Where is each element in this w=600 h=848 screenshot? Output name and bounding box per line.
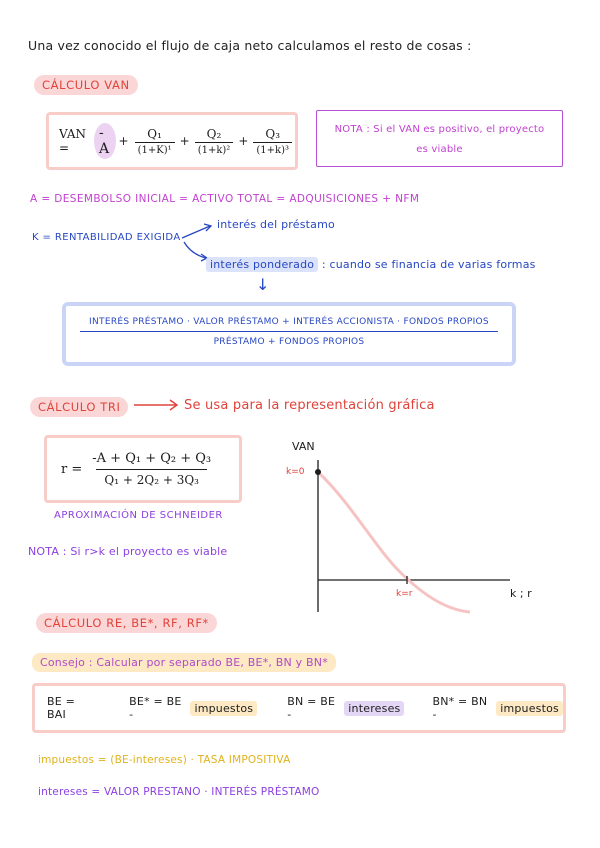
formula-numerator: INTERÉS PRÉSTAMO · VALOR PRÉSTAMO + INTERÉS ACCIONISTA · FONDOS PROPIOS bbox=[89, 317, 489, 327]
k-zero-point bbox=[315, 469, 321, 475]
van-heading bbox=[34, 74, 138, 93]
tri-formula-box bbox=[44, 435, 242, 503]
re-heading-label: CÁLCULO RE, BE*, RF, RF* bbox=[36, 613, 217, 633]
van-term-2 bbox=[195, 127, 234, 156]
fraction-line bbox=[80, 331, 498, 332]
intro-text: Una vez conocido el flujo de caja neto calculamos el resto de cosas : bbox=[28, 38, 472, 53]
bn-prefix: BN = BE - bbox=[287, 695, 336, 721]
bn-intereses: intereses bbox=[344, 701, 404, 716]
van-graph bbox=[280, 432, 540, 622]
van-term-3-den: (1+k)³ bbox=[253, 142, 292, 156]
van-formula-box bbox=[46, 112, 298, 170]
van-term-1-num: Q₁ bbox=[147, 126, 162, 141]
van-nota-box bbox=[316, 110, 563, 167]
formula-denominator: PRÉSTAMO + FONDOS PROPIOS bbox=[213, 337, 365, 347]
k-arrows bbox=[180, 218, 216, 262]
van-term-1 bbox=[135, 127, 175, 156]
arrow-down-icon: ↓ bbox=[256, 275, 270, 294]
tri-description: Se usa para la representación gráfica bbox=[184, 398, 435, 413]
consejo bbox=[32, 651, 336, 670]
van-nota-line-1: NOTA : Si el VAN es positivo, el proyecto bbox=[334, 124, 545, 135]
tri-heading-label: CÁLCULO TRI bbox=[30, 397, 128, 417]
tri-numerator: -A + Q₁ + Q₂ + Q₃ bbox=[92, 451, 212, 466]
interes-ponderado-row bbox=[206, 258, 536, 271]
van-lhs: VAN = bbox=[59, 127, 87, 155]
re-heading bbox=[36, 612, 217, 631]
impuestos-definition: impuestos = (BE-intereses) · TASA IMPOSITIVA bbox=[38, 754, 291, 766]
van-formula bbox=[49, 115, 295, 167]
consejo-text: Consejo : Calcular por separado BE, BE*, BN y BN* bbox=[32, 653, 336, 672]
graph-x-label: k ; r bbox=[510, 587, 532, 600]
tri-nota: NOTA : Si r>k el proyecto es viable bbox=[28, 545, 228, 558]
van-minus-a: -A bbox=[94, 123, 116, 159]
van-term-2-num: Q₂ bbox=[206, 126, 222, 141]
be-star-prefix: BE* = BE - bbox=[129, 695, 182, 721]
be-star-impuestos: impuestos bbox=[190, 701, 257, 716]
intereses-definition: intereses = VALOR PRESTANO · INTERÉS PRÉSTAMO bbox=[38, 786, 320, 798]
van-nota-line-2: es viable bbox=[416, 144, 463, 155]
beneficios-row bbox=[35, 686, 563, 730]
van-heading-label: CÁLCULO VAN bbox=[34, 75, 138, 95]
van-term-2-den: (1+k)² bbox=[195, 142, 234, 156]
graph-x-point-label: k=r bbox=[396, 589, 413, 599]
tri-fraction bbox=[88, 451, 215, 487]
graph-y-point-label: k=0 bbox=[286, 467, 305, 477]
van-term-3 bbox=[253, 127, 292, 156]
beneficios-box bbox=[32, 683, 566, 733]
ponderado-description: : cuando se financia de varias formas bbox=[321, 258, 536, 271]
desembolso-definition: A = DESEMBOLSO INICIAL = ACTIVO TOTAL = ADQUISICIONES + NFM bbox=[30, 193, 420, 205]
tri-denominator: Q₁ + 2Q₂ + 3Q₃ bbox=[96, 469, 207, 487]
plus-sign: + bbox=[118, 134, 129, 148]
van-term-3-num: Q₃ bbox=[265, 126, 281, 141]
plus-sign: + bbox=[179, 134, 190, 148]
van-curve bbox=[318, 472, 470, 612]
interes-prestamo: interés del préstamo bbox=[217, 218, 335, 231]
schneider-approximation: APROXIMACIÓN DE SCHNEIDER bbox=[54, 510, 223, 521]
van-term-1-den: (1+K)¹ bbox=[135, 142, 175, 156]
plus-sign: + bbox=[238, 134, 249, 148]
interes-ponderado-formula-box bbox=[62, 302, 516, 366]
k-definition: K = RENTABILIDAD EXIGIDA bbox=[32, 232, 181, 243]
be-formula: BE = BAI bbox=[47, 695, 76, 721]
tri-arrow-icon bbox=[132, 398, 180, 412]
tri-heading bbox=[30, 396, 128, 415]
interes-ponderado: interés ponderado bbox=[206, 257, 318, 272]
bn-star-impuestos: impuestos bbox=[496, 701, 563, 716]
bn-star-prefix: BN* = BN - bbox=[432, 695, 488, 721]
tri-lhs: r = bbox=[61, 461, 83, 477]
graph-y-label: VAN bbox=[292, 440, 315, 453]
tri-formula bbox=[47, 438, 239, 500]
